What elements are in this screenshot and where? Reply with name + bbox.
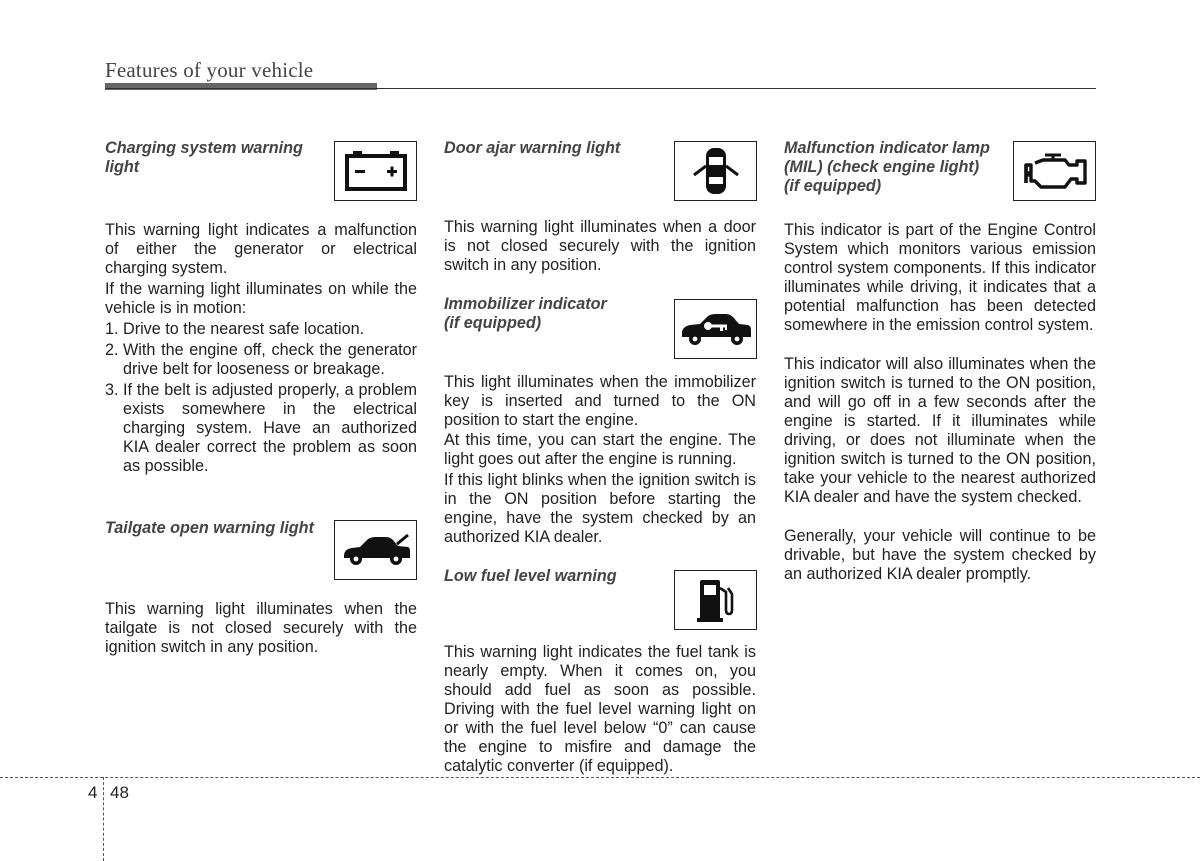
paragraph: Generally, your vehicle will continue to be drivable, but have the system checked by an authorized KIA dealer promptly. <box>784 527 1096 583</box>
check-engine-icon <box>1019 149 1091 193</box>
tailgate-icon-box <box>334 520 417 580</box>
paragraph: If the warning light illuminates on while the vehicle is in motion: <box>105 280 417 317</box>
fuel-pump-icon <box>694 576 738 624</box>
immobilizer-key-car-icon <box>678 309 754 349</box>
paragraph: This warning light illuminates when the tailgate is not closed securely with the ignition switch in any position. <box>105 600 417 656</box>
section-heading: Immobilizer indicator (if equipped) <box>444 295 607 332</box>
paragraph: This warning light indicates a malfunction of either the generator or electrical charging system. <box>105 221 417 277</box>
page-header-title: Features of your vehicle <box>105 58 314 82</box>
section-heading: Charging system warning light <box>105 139 303 176</box>
paragraph: At this time, you can start the engine. The light goes out after the engine is running. <box>444 431 756 468</box>
paragraph: This warning light indicates the fuel tank is nearly empty. When it comes on, you should add fuel as soon as possible. Driving with the fuel level warning light on or with the fuel level below “0” can cause the engine to misfire and damage the catalytic converter (if equipped). <box>444 643 756 775</box>
section-heading: Malfunction indicator lamp (MIL) (check engine light) (if equipped) <box>784 139 990 195</box>
header-rule <box>105 88 1096 89</box>
check-engine-icon-box <box>1013 141 1096 201</box>
page-number: 48 <box>110 783 129 802</box>
section-heading: Door ajar warning light <box>444 139 621 157</box>
section-heading: Low fuel level warning <box>444 567 617 585</box>
fuel-icon-box <box>674 570 757 630</box>
paragraph: This indicator is part of the Engine Control System which monitors various emission control system components. If this indicator illuminates while driving, it indicates that a potential malfunction has been detected somewhere in the emission control system. <box>784 221 1096 334</box>
footer-rule <box>0 777 1200 778</box>
list-item: 1. Drive to the nearest safe location. <box>105 320 365 338</box>
section-heading: Tailgate open warning light <box>105 519 314 537</box>
footer-divider <box>103 777 104 861</box>
paragraph: This light illuminates when the immobilizer key is inserted and turned to the ON position to start the engine. <box>444 373 756 429</box>
paragraph: If this light blinks when the ignition switch is in the ON position before starting the engine, have the system checked by an authorized KIA dealer. <box>444 471 756 546</box>
chapter-number: 4 <box>88 783 98 802</box>
tailgate-open-icon <box>340 530 412 570</box>
immobilizer-icon-box <box>674 299 757 359</box>
list-item: 3. If the belt is adjusted properly, a problem exists somewhere in the electrical charging system. Have an authorized KIA dealer correct the problem as soon as possible. <box>105 381 417 475</box>
battery-icon <box>343 149 409 193</box>
steps-list <box>105 320 417 478</box>
door-ajar-icon-box <box>674 141 757 201</box>
paragraph: This indicator will also illuminates when the ignition switch is turned to the ON position, and will go off in a few seconds after the engine is started. If it illuminates while driving, or does not illuminate when the ignition switch is turned to the ON position, take your vehicle to the nearest authorized KIA dealer and have the system checked. <box>784 355 1096 506</box>
battery-icon-box <box>334 141 417 201</box>
paragraph: This warning light illuminates when a door is not closed securely with the ignition switch in any position. <box>444 218 756 274</box>
list-item: 2. With the engine off, check the generator drive belt for looseness or breakage. <box>105 341 417 378</box>
door-ajar-icon <box>691 144 741 198</box>
